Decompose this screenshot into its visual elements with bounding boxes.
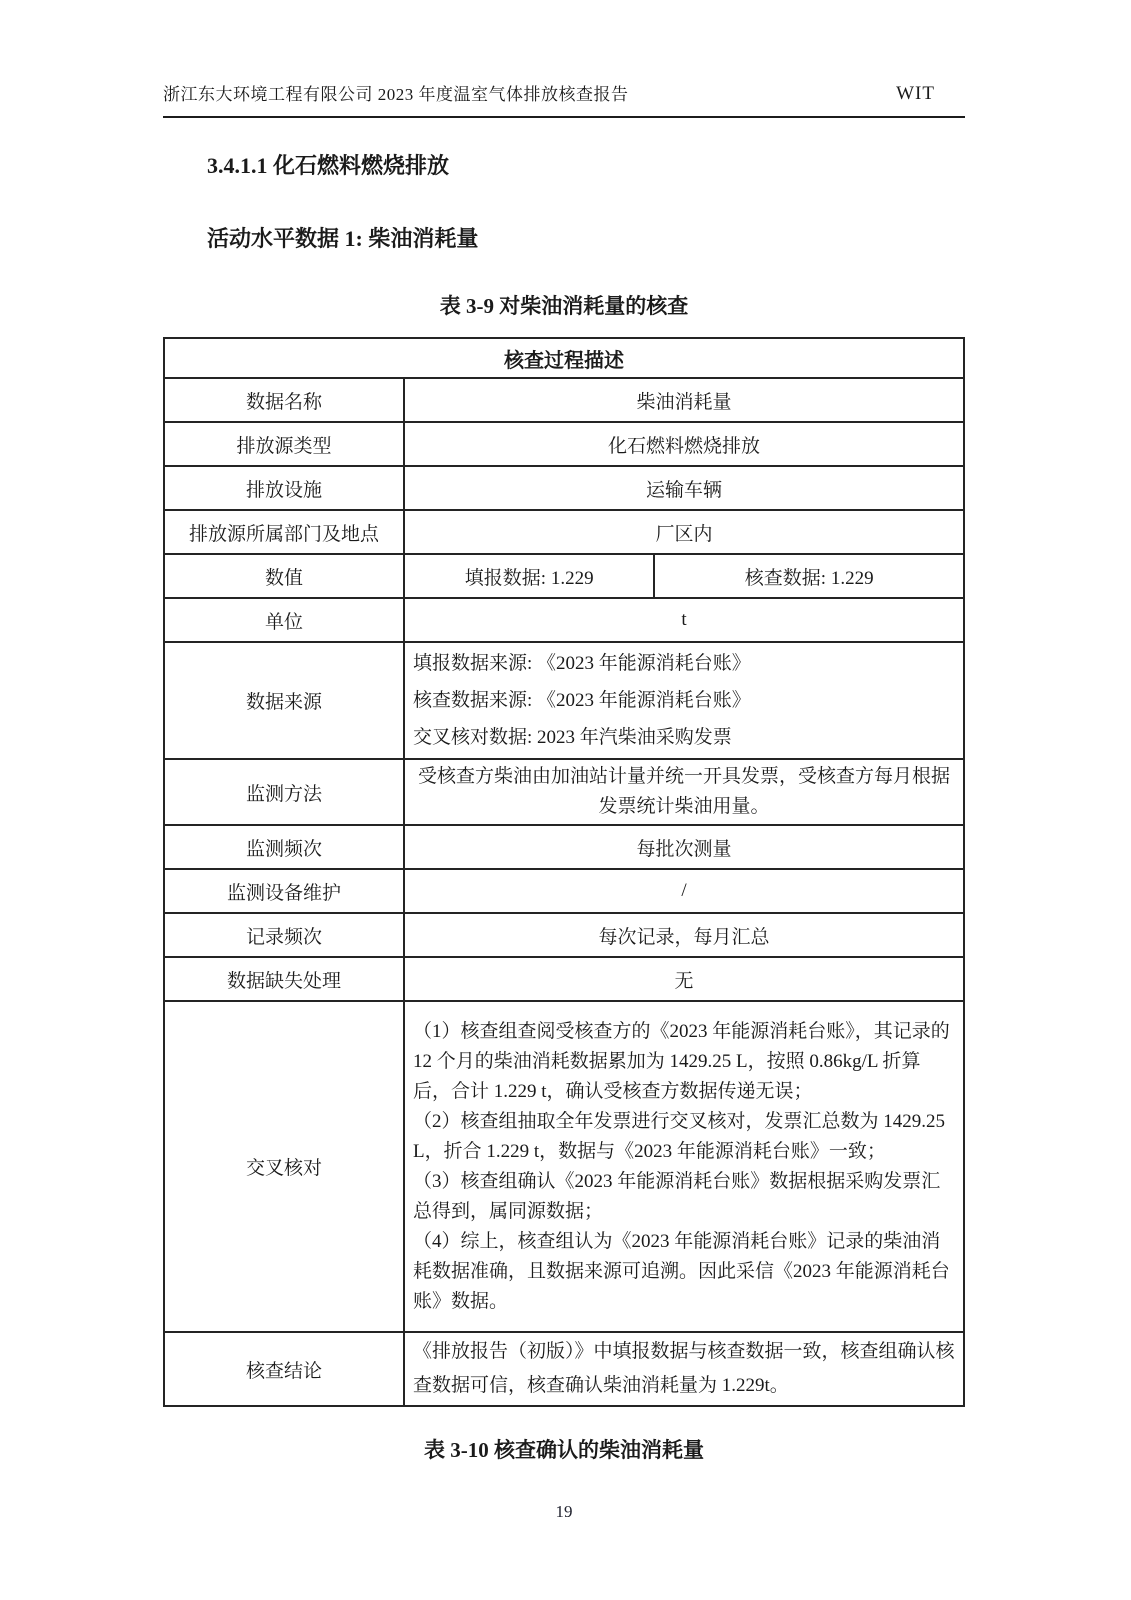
conclusion-text: 《排放报告（初版）》中填报数据与核查数据一致，核查组确认核查数据可信，核查确认柴油消耗量为 1.229t。 — [413, 1341, 955, 1396]
cross-check-item: （2）核查组抽取全年发票进行交叉核对，发票汇总数为 1429.25 L，折合 1.229 t，数据与《2023 年能源消耗台账》一致； — [413, 1110, 946, 1162]
row-label: 核查结论 — [164, 1332, 404, 1406]
wit-logo: WIT — [896, 83, 935, 104]
table-row-data-source — [164, 642, 964, 759]
row-value: 柴油消耗量 — [404, 378, 964, 422]
table-3-10-title: 表 3-10 核查确认的柴油消耗量 — [424, 1438, 704, 1462]
cross-check-item: （4）综上，核查组认为《2023 年能源消耗台账》记录的柴油消耗数据准确，且数据来源可追溯。因此采信《2023 年能源消耗台账》数据。 — [413, 1230, 950, 1312]
row-value: / — [404, 869, 964, 913]
row-value — [404, 642, 964, 759]
row-label: 数据缺失处理 — [164, 957, 404, 1001]
page-content — [163, 0, 965, 1522]
table-row-values — [164, 554, 964, 598]
row-value: 运输车辆 — [404, 466, 964, 510]
table-row-cross-check — [164, 1001, 964, 1332]
report-title: 浙江东大环境工程有限公司 2023 年度温室气体排放核查报告 — [163, 85, 629, 104]
row-value: 每批次测量 — [404, 825, 964, 869]
row-label: 监测设备维护 — [164, 869, 404, 913]
row-label: 单位 — [164, 598, 404, 642]
row-label: 监测方法 — [164, 759, 404, 825]
row-value: 厂区内 — [404, 510, 964, 554]
reported-value: 填报数据: 1.229 — [404, 554, 654, 598]
row-value — [404, 759, 964, 825]
row-label: 数据名称 — [164, 378, 404, 422]
activity-heading: 活动水平数据 1: 柴油消耗量 — [207, 226, 479, 251]
row-label: 排放源类型 — [164, 422, 404, 466]
table-row — [164, 510, 964, 554]
page-number: 19 — [555, 1502, 573, 1521]
table-row — [164, 378, 964, 422]
row-label: 记录频次 — [164, 913, 404, 957]
data-source-line: 填报数据来源: 《2023 年能源消耗台账》 — [413, 653, 751, 674]
table-row-conclusion — [164, 1332, 964, 1406]
table-3-9-title: 表 3-9 对柴油消耗量的核查 — [439, 294, 689, 318]
table-row-method — [164, 759, 964, 825]
row-value: t — [404, 598, 964, 642]
table-row — [164, 869, 964, 913]
row-label: 监测频次 — [164, 825, 404, 869]
verified-value: 核查数据: 1.229 — [654, 554, 964, 598]
row-value: 每次记录，每月汇总 — [404, 913, 964, 957]
verification-table — [163, 337, 965, 1407]
row-value: 无 — [404, 957, 964, 1001]
cross-check-item: （1）核查组查阅受核查方的《2023 年能源消耗台账》，其记录的 12 个月的柴油消耗数据累加为 1429.25 L，按照 0.86kg/L 折算后，合计 1.229 t，确认受核查方数据传递无误； — [413, 1020, 950, 1102]
table-row — [164, 913, 964, 957]
row-label: 排放源所属部门及地点 — [164, 510, 404, 554]
method-text: 受核查方柴油由加油站计量并统一开具发票，受核查方每月根据发票统计柴油用量。 — [417, 766, 950, 817]
data-source-line: 交叉核对数据: 2023 年汽柴油采购发票 — [413, 727, 732, 748]
row-value: 化石燃料燃烧排放 — [404, 422, 964, 466]
section-heading: 3.4.1.1 化石燃料燃烧排放 — [207, 153, 450, 178]
table-row — [164, 957, 964, 1001]
table-row — [164, 598, 964, 642]
data-source-line: 核查数据来源: 《2023 年能源消耗台账》 — [413, 690, 751, 711]
row-label: 数值 — [164, 554, 404, 598]
row-value — [404, 1332, 964, 1406]
row-label: 数据来源 — [164, 642, 404, 759]
table-row — [164, 466, 964, 510]
table-row — [164, 422, 964, 466]
row-label: 交叉核对 — [164, 1001, 404, 1332]
table-row-header — [164, 338, 964, 378]
row-label: 排放设施 — [164, 466, 404, 510]
row-value — [404, 1001, 964, 1332]
running-header — [163, 0, 965, 118]
table-header-cell: 核查过程描述 — [164, 338, 964, 378]
cross-check-item: （3）核查组确认《2023 年能源消耗台账》数据根据采购发票汇总得到，属同源数据； — [413, 1170, 941, 1222]
table-row — [164, 825, 964, 869]
